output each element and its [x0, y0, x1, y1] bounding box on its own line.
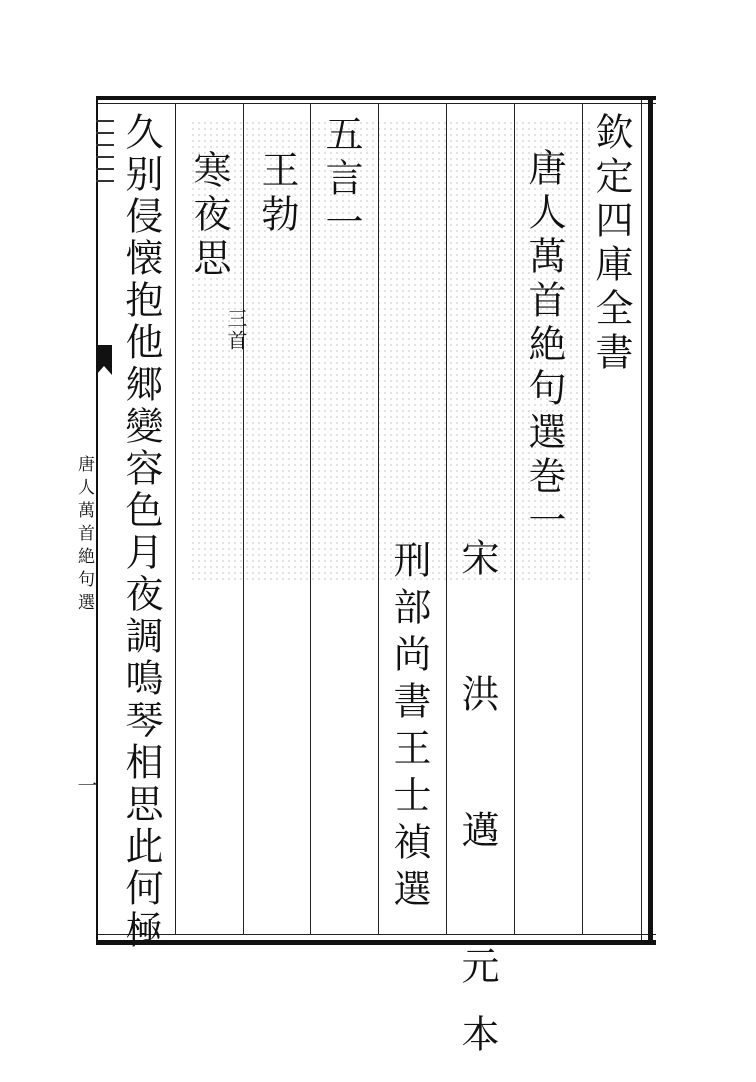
frame-right-border: [648, 96, 653, 945]
compiler-line: 宋 洪 邁 元本: [455, 538, 499, 1082]
book-header: 欽定四庫全書: [589, 112, 633, 376]
page-number: 一: [74, 775, 98, 801]
frame-top-inner-border: [96, 103, 656, 104]
section-heading: 五言一: [319, 114, 363, 246]
column-divider: [378, 104, 379, 934]
column-divider: [582, 104, 583, 934]
fold-edge-marks: [96, 110, 118, 330]
author-name: 王勃: [255, 150, 299, 238]
column-divider: [175, 104, 176, 934]
fish-tail-marker: [96, 345, 112, 375]
column-divider: [310, 104, 311, 934]
column-divider: [514, 104, 515, 934]
margin-book-label: 唐人萬首絶句選: [74, 455, 94, 616]
editor-line: 刑部尚書王士禎選: [387, 540, 431, 916]
frame-right-inner-border: [641, 100, 642, 940]
volume-title: 唐人萬首絶句選巻一: [522, 148, 566, 544]
poem-count-note: 三首: [224, 308, 248, 352]
frame-bottom-inner-border: [96, 934, 656, 935]
frame-bottom-border: [96, 940, 656, 945]
poem-text: 久别侵懐抱他郷變容色月夜調鳴琴相思此何極: [119, 112, 163, 952]
poem-title: 寒夜思: [187, 150, 231, 282]
column-divider: [446, 104, 447, 934]
frame-top-border: [96, 96, 656, 100]
poem-title-block: [187, 150, 250, 410]
